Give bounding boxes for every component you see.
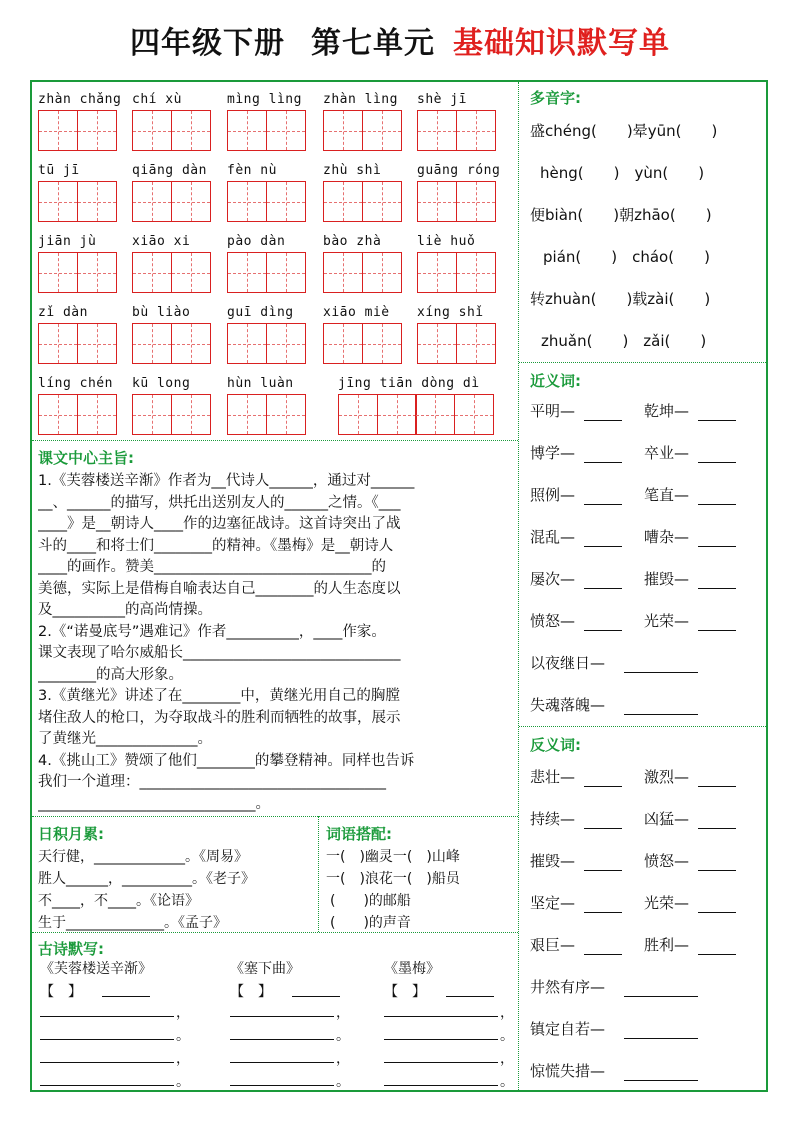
grid-cell [456,252,496,293]
grid-cell [132,394,172,435]
grid-cell [77,110,117,151]
duoyin-row: hèng( ) yùn( ) [540,164,705,182]
antonym-item: 悲壮— [530,768,576,786]
answer-line [230,1062,334,1063]
poem-author-bracket: 【 】 [40,984,82,1000]
answer-line [584,504,622,505]
pinyin-label: zǐ dàn [38,305,88,320]
kewen-line: 斗的____和将士们________的精神。《墨梅》是__朝诗人 [38,537,394,554]
antonym-item: 井然有序— [530,978,606,996]
pinyin-label: liè huǒ [417,234,476,249]
poem-punct: 。 [176,1074,190,1090]
writing-grid [38,394,115,435]
grid-cell [171,323,211,364]
ciyu-title: 词语搭配: [326,825,392,843]
pinyin-label: zhù shì [323,163,382,178]
antonym-item: 持续— [530,810,576,828]
writing-grid [323,323,400,364]
writing-grid [38,181,115,222]
grid-cell [38,110,78,151]
writing-grid [338,394,492,435]
pinyin-label: líng chén [38,376,113,391]
synonym-item: 嘈杂— [644,528,690,546]
pinyin-label: tū jī [38,163,80,178]
answer-line [698,546,736,547]
divider [32,440,518,441]
riji-line: 胜人______，__________。《老子》 [38,871,255,887]
title-unit: 第七单元 [311,26,435,61]
grid-cell [454,394,494,435]
antonym-item: 凶猛— [644,810,690,828]
grid-cell [38,181,78,222]
duoyin-row: 转zhuàn( )载zài( ) [530,290,711,308]
grid-cell [132,181,172,222]
answer-line [230,1039,334,1040]
poem-title: 《塞下曲》 [230,961,300,977]
poem-punct: ， [336,1051,350,1067]
pinyin-label: pào dàn [227,234,286,249]
kewen-line: 4.《挑山工》赞颂了他们________的攀登精神。同样也告诉 [38,752,415,769]
grid-cell [171,181,211,222]
pinyin-label: xiāo xi [132,234,191,249]
writing-grid [132,394,209,435]
pinyin-label: jīng tiān dòng dì [338,376,480,391]
kewen-line: 了黄继光______________。 [38,731,212,747]
writing-grid [417,110,494,151]
grid-cell [227,394,267,435]
grid-cell [362,181,402,222]
answer-line [624,1038,698,1039]
writing-grid [38,252,115,293]
duoyin-row: 便biàn( )朝zhāo( ) [530,206,712,224]
antonym-item: 艰巨— [530,936,576,954]
writing-grid [417,252,494,293]
pinyin-label: zhàn lìng [323,92,398,107]
answer-line [698,630,736,631]
grid-cell [227,181,267,222]
grid-cell [338,394,378,435]
answer-line [698,462,736,463]
pinyin-label: chí xù [132,92,182,107]
antonym-item: 摧毁— [530,852,576,870]
grid-cell [323,181,363,222]
grid-cell [362,323,402,364]
pinyin-label: shè jī [417,92,467,107]
answer-line [384,1016,498,1017]
synonym-item: 摧毁— [644,570,690,588]
ciyu-line: 一( )浪花一( )船员 [326,871,460,887]
pinyin-label: bào zhà [323,234,382,249]
antonym-item: 光荣— [644,894,690,912]
pinyin-label: xiāo miè [323,305,390,320]
jinyi-title: 近义词: [530,372,581,390]
kewen-line: ____》是__朝诗人____作的边塞征战诗。这首诗突出了战 [38,516,401,532]
antonym-item: 胜利— [644,936,690,954]
synonym-item: 混乱— [530,528,576,546]
grid-cell [77,323,117,364]
duoyin-title: 多音字: [530,89,581,107]
answer-line [698,504,736,505]
grid-cell [266,394,306,435]
grid-cell [77,252,117,293]
antonym-item: 愤怒— [644,852,690,870]
divider [519,362,766,363]
pinyin-label: guāng róng [417,163,501,178]
synonym-item: 照例— [530,486,576,504]
grid-cell [417,181,457,222]
duoyin-row: zhuǎn( ) zǎi( ) [541,332,707,350]
poem-punct: ， [176,1005,190,1021]
title-grade: 四年级下册 [130,26,285,61]
grid-cell [266,181,306,222]
poem-punct: 。 [500,1028,514,1044]
kewen-line: __、______的描写，烘托出送别友人的______之情。《___ [38,494,401,511]
kewen-line: 我们一个道理：__________________________________ [38,774,386,790]
duoyin-row: 盛chéng( )晕yūn( ) [530,122,718,140]
grid-cell [77,394,117,435]
kewen-line: 课文表现了哈尔威船长______________________________ [38,645,401,661]
poem-punct: ， [500,1005,514,1021]
riji-title: 日积月累: [38,825,104,843]
riji-line: 不____，不____。《论语》 [38,893,199,909]
answer-line [384,1085,498,1086]
pinyin-label: qiāng dàn [132,163,207,178]
grid-cell [227,323,267,364]
ciyu-line: ( )的声音 [330,915,411,931]
answer-line [698,828,736,829]
answer-line [40,1039,174,1040]
title-subject: 基础知识默写单 [453,26,670,61]
answer-line [624,1080,698,1081]
answer-line [698,420,736,421]
poem-punct: ， [500,1051,514,1067]
synonym-item: 失魂落魄— [530,696,606,714]
duoyin-row: pián( ) cháo( ) [543,248,710,266]
grid-cell [227,252,267,293]
answer-line [40,1062,174,1063]
answer-line [698,588,736,589]
grid-cell [171,110,211,151]
answer-line [292,996,340,997]
kewen-line: 及__________的高尚情操。 [38,602,212,618]
synonym-item: 愤怒— [530,612,576,630]
poem-title: 《墨梅》 [384,961,440,977]
pinyin-label: guī dìng [227,305,294,320]
grid-cell [456,323,496,364]
kewen-line: 1.《芙蓉楼送辛渐》作者为__代诗人______，通过对______ [38,473,415,489]
column-divider [518,82,519,1090]
grid-cell [456,181,496,222]
poem-punct: 。 [500,1074,514,1090]
writing-grid [323,110,400,151]
answer-line [624,996,698,997]
answer-line [584,630,622,631]
pinyin-label: jiān jù [38,234,97,249]
writing-grid [323,181,400,222]
writing-grid [323,252,400,293]
grid-cell [323,252,363,293]
answer-line [698,786,736,787]
grid-cell [456,110,496,151]
antonym-item: 镇定自若— [530,1020,606,1038]
grid-cell [38,252,78,293]
synonym-item: 以夜继日— [530,654,606,672]
grid-cell [323,110,363,151]
synonym-item: 笔直— [644,486,690,504]
answer-line [584,954,622,955]
writing-grid [38,110,115,151]
answer-line [624,672,698,673]
answer-line [102,996,150,997]
answer-line [384,1039,498,1040]
pinyin-label: fèn nù [227,163,277,178]
writing-grid [132,181,209,222]
grid-cell [362,110,402,151]
kewen-line: 堵住敌人的枪口，为夺取战斗的胜利而牺牲的故事，展示 [38,709,401,726]
synonym-item: 平明— [530,402,576,420]
answer-line [698,870,736,871]
page-title [0,18,800,62]
synonym-item: 光荣— [644,612,690,630]
grid-cell [266,110,306,151]
kewen-line: ________的高大形象。 [38,666,183,683]
ciyu-line: ( )的邮船 [330,893,411,909]
ciyu-line: 一( )幽灵一( )山峰 [326,849,460,865]
answer-line [584,462,622,463]
kewen-line: 3.《黄继光》讲述了在________中，黄继光用自己的胸膛 [38,688,400,704]
answer-line [584,588,622,589]
pinyin-label: xíng shǐ [417,305,484,320]
grid-cell [77,181,117,222]
grid-cell [266,252,306,293]
poem-punct: 。 [336,1028,350,1044]
answer-line [584,870,622,871]
kewen-line: 美德，实际上是借梅自喻表达自己________的人生态度以 [38,580,401,597]
writing-grid [132,252,209,293]
answer-line [384,1062,498,1063]
writing-grid [227,394,304,435]
pinyin-label: hùn luàn [227,376,294,391]
pinyin-label: zhàn chǎng [38,92,122,107]
grid-cell [266,323,306,364]
divider [318,816,319,932]
writing-grid [38,323,115,364]
poem-title: 《芙蓉楼送辛渐》 [40,961,152,977]
grid-cell [417,110,457,151]
gushi-title: 古诗默写: [38,940,104,958]
grid-cell [227,110,267,151]
divider [519,726,766,727]
answer-line [624,714,698,715]
answer-line [584,786,622,787]
writing-grid [417,323,494,364]
grid-cell [415,394,455,435]
grid-cell [171,252,211,293]
riji-line: 天行健，_____________。《周易》 [38,849,248,865]
grid-cell [132,252,172,293]
synonym-item: 屡次— [530,570,576,588]
answer-line [230,1016,334,1017]
grid-cell [323,323,363,364]
answer-line [698,954,736,955]
kewen-line: 2.《“诺曼底号”遇难记》作者__________，____作家。 [38,623,386,640]
poem-punct: 。 [336,1074,350,1090]
synonym-item: 乾坤— [644,402,690,420]
poem-punct: ， [336,1005,350,1021]
pinyin-label: kū long [132,376,191,391]
divider [32,932,518,933]
pinyin-label: mìng lìng [227,92,302,107]
answer-line [230,1085,334,1086]
answer-line [584,420,622,421]
synonym-item: 博学— [530,444,576,462]
antonym-item: 激烈— [644,768,690,786]
poem-punct: 。 [176,1028,190,1044]
divider [32,816,518,817]
pinyin-label: bù liào [132,305,191,320]
poem-author-bracket: 【 】 [384,984,426,1000]
grid-cell [38,323,78,364]
writing-grid [227,110,304,151]
answer-line [584,912,622,913]
answer-line [40,1085,174,1086]
grid-cell [417,323,457,364]
answer-line [584,828,622,829]
kewen-line: ____的画作。赞美______________________________的 [38,559,386,575]
poem-author-bracket: 【 】 [230,984,272,1000]
answer-line [584,546,622,547]
writing-grid [132,323,209,364]
answer-line [698,912,736,913]
grid-cell [38,394,78,435]
riji-line: 生于______________。《孟子》 [38,915,227,931]
kewen-line: ______________________________。 [38,795,270,812]
synonym-item: 卒业— [644,444,690,462]
antonym-item: 坚定— [530,894,576,912]
poem-punct: ， [176,1051,190,1067]
answer-line [40,1016,174,1017]
grid-cell [417,252,457,293]
grid-cell [377,394,417,435]
writing-grid [132,110,209,151]
grid-cell [362,252,402,293]
writing-grid [227,181,304,222]
writing-grid [227,252,304,293]
grid-cell [132,110,172,151]
answer-line [446,996,494,997]
kewen-title: 课文中心主旨: [38,449,134,467]
writing-grid [417,181,494,222]
fanyi-title: 反义词: [530,736,581,754]
grid-cell [171,394,211,435]
antonym-item: 惊慌失措— [530,1062,606,1080]
writing-grid [227,323,304,364]
grid-cell [132,323,172,364]
